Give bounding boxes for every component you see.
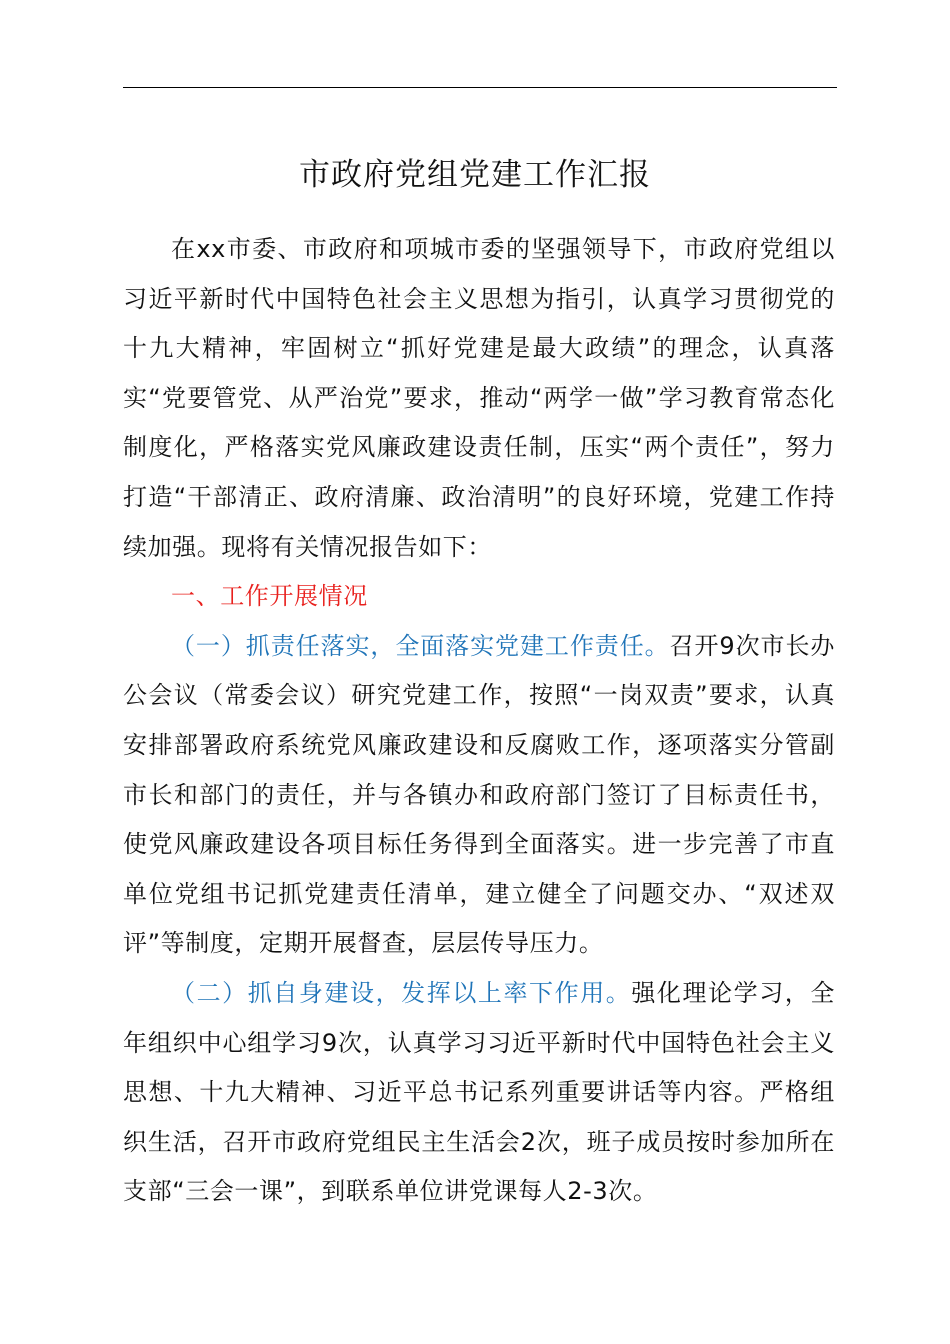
section-heading: 一、工作开展情况	[171, 582, 368, 611]
document-body	[123, 225, 835, 1217]
intro-paragraph: 在xx市委、市政府和项城市委的坚强领导下，市政府党组以习近平新时代中国特色社会主义思想为指引，认真学习贯彻党的十九大精神，牢固树立“抓好党建是最大政绩”的理念，认真落实“党要管党、从严治党”要求，推动“两学一做”学习教育常态化制度化，严格落实党风廉政建设责任制，压实“两个责任”，努力打造“干部清正、政府清廉、政治清明”的良好环境，党建工作持续加强。现将有关情况报告如下：	[123, 235, 835, 561]
header-rule	[123, 87, 837, 88]
subsection-paragraph-2	[123, 969, 835, 1217]
document-title: 市政府党组党建工作汇报	[299, 157, 651, 193]
subsection-text-2: 强化理论学习，全年组织中心组学习9次，认真学习习近平新时代中国特色社会主义思想、十九大精神、习近平总书记系列重要讲话等内容。严格组织生活，召开市政府党组民主生活会2次，班子成员按时参加所在支部“三会一课”，到联系单位讲党课每人2-3次。	[123, 978, 835, 1206]
subsection-heading-1: （一）抓责任落实，全面落实党建工作责任。	[171, 631, 670, 660]
subsection-paragraph-1	[123, 622, 835, 969]
subsection-heading-2: （二）抓自身建设，发挥以上率下作用。	[171, 978, 632, 1007]
subsection-text-1: 召开9次市长办公会议（常委会议）研究党建工作，按照“一岗双责”要求，认真安排部署政府系统党风廉政建设和反腐败工作，逐项落实分管副市长和部门的责任，并与各镇办和政府部门签订了目标责任书，使党风廉政建设各项目标任务得到全面落实。进一步完善了市直单位党组书记抓党建责任清单，建立健全了问题交办、“双述双评”等制度，定期开展督查，层层传导压力。	[123, 631, 835, 958]
